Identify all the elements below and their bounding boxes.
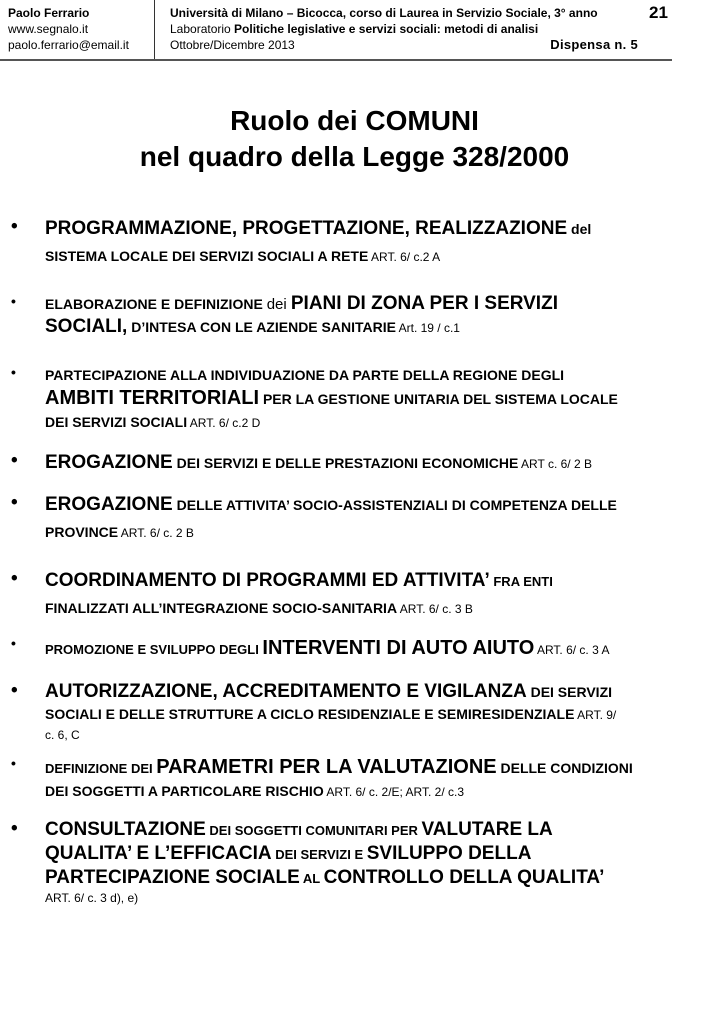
author-name: Paolo Ferrario [8,6,90,20]
item-heading: PARTECIPAZIONE SOCIALE [45,867,300,888]
item-text: DEI SERVIZI E [271,847,367,862]
item-reference: ART c. 6/ 2 B [518,457,592,471]
bullet-icon: • [11,216,18,237]
item-text: dei [266,296,291,313]
item-text: PROVINCE [45,524,119,540]
title-line-1: Ruolo dei COMUNI [230,105,479,136]
item-heading: QUALITA’ E L’EFFICACIA [45,843,272,864]
bullet-icon: • [11,818,18,839]
bullet-icon: • [11,450,18,471]
item-heading: PIANI DI ZONA PER I SERVIZI [290,293,558,314]
item-heading: SVILUPPO DELLA [366,843,532,864]
item-reference: ART. 6/ c. 2 B [118,526,194,540]
item-heading: AUTORIZZAZIONE, ACCREDITAMENTO E VIGILANZA [45,681,527,702]
page-header [0,0,672,61]
bullet-icon: • [11,680,18,701]
item-heading: EROGAZIONE [45,494,173,515]
item-reference: ART. 6/ c. 3 d), e) [45,891,139,905]
item-reference: ART. 6/ c.2 D [187,416,261,430]
item-text: ELABORAZIONE E DEFINIZIONE [45,296,267,312]
bullet-icon: • [11,293,16,309]
item-text: AL [299,871,324,886]
item-text: DEI SOGGETTI A PARTICOLARE RISCHIO [45,783,324,799]
item-reference: ART. 6/ c. 3 A [534,643,610,657]
bullet-icon: • [11,364,16,380]
title-line-2: nel quadro della Legge 328/2000 [139,141,570,172]
item-text: DEI SOGGETTI COMUNITARI PER [205,823,422,838]
item-heading: EROGAZIONE [45,452,173,473]
item-heading: PARAMETRI PER LA VALUTAZIONE [156,756,497,778]
page-number: 21 [649,3,668,22]
item-text: DEI SERVIZI E DELLE PRESTAZIONI ECONOMICHE [172,455,519,471]
lab-title: Politiche legislative e servizi sociali: metodi di analisi [234,22,539,36]
item-reference: ART. 6/ c. 3 B [397,602,473,616]
item-heading: CONTROLLO DELLA QUALITA’ [323,867,605,888]
item-heading: SOCIALI, [45,316,128,337]
bullet-icon: • [11,755,16,771]
author-website: www.segnalo.it [8,22,89,36]
item-text: del [567,221,592,237]
header-divider [154,0,155,59]
item-text: DELLE CONDIZIONI [496,760,633,776]
item-text: DEFINIZIONE DEI [45,761,157,776]
dispensa-label: Dispensa n. 5 [550,37,638,52]
item-text: FINALIZZATI ALL’INTEGRAZIONE SOCIO-SANITARIA [45,600,398,616]
item-text: FRA ENTI [489,574,553,589]
bullet-icon: • [11,568,18,589]
page-title [0,103,709,175]
item-reference: Art. 19 / c.1 [395,321,460,335]
item-text: DELLE ATTIVITA’ SOCIO-ASSISTENZIALI DI COMPETENZA DELLE [172,497,617,513]
item-text: DEI SERVIZI SOCIALI [45,414,188,430]
item-heading: PROGRAMMAZIONE, PROGETTAZIONE, REALIZZAZIONE [45,218,568,239]
bullet-icon: • [11,635,16,651]
item-heading: COORDINAMENTO DI PROGRAMMI ED ATTIVITA’ [45,570,490,591]
item-text: PARTECIPAZIONE ALLA INDIVIDUAZIONE DA PARTE DELLA REGIONE DEGLI [45,367,565,383]
item-text: PROMOZIONE E SVILUPPO DEGLI [45,642,263,657]
author-email: paolo.ferrario@email.it [8,38,129,52]
item-text: SISTEMA LOCALE DEI SERVIZI SOCIALI A RETE [45,248,369,264]
item-text: DEI SERVIZI [526,684,613,700]
item-reference: ART. 6/ c. 2/E; ART. 2/ c.3 [323,785,465,799]
item-reference: ART. 9/ [574,708,617,722]
item-heading: CONSULTAZIONE [45,819,206,840]
item-heading: INTERVENTI DI AUTO AIUTO [262,637,535,659]
item-text: D’INTESA CON LE AZIENDE SANITARIE [127,319,396,335]
lab-line [170,21,640,37]
course-line: Università di Milano – Bicocca, corso di Laurea in Servizio Sociale, 3° anno [170,6,598,20]
author-block [8,5,154,53]
item-text: SOCIALI E DELLE STRUTTURE A CICLO RESIDENZIALE E SEMIRESIDENZIALE [45,706,575,722]
item-reference: c. 6, C [45,728,80,742]
item-heading: VALUTARE LA [421,819,553,840]
item-text: PER LA GESTIONE UNITARIA DEL SISTEMA LOCALE [259,391,618,407]
lab-prefix: Laboratorio [170,22,235,36]
item-heading: AMBITI TERRITORIALI [45,387,260,409]
item-reference: ART. 6/ c.2 A [368,250,441,264]
period: Ottobre/Dicembre 2013 [170,38,295,52]
bullet-icon: • [11,492,18,513]
